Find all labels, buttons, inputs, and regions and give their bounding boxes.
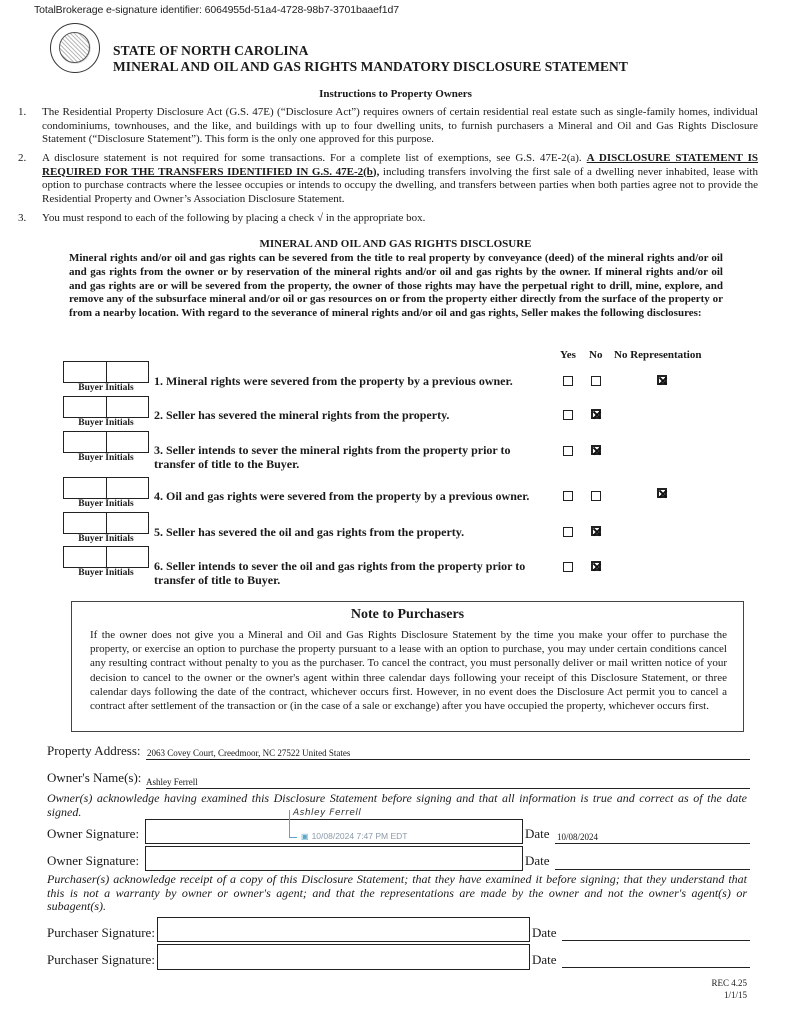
instruction-text: The Residential Property Disclosure Act (G.S. 47E) (“Disclosure Act”) requires owners of certain residential real estate such as single-family homes, individual condominiums, townhouses, and the like, and buildings with up to four dwelling units, to furnish purchasers a Mineral and Oil and Gas Rights Disclosure Statement (“Disclosure Statement”). This form is the only one approved for this purpose.	[42, 106, 758, 145]
checkbox-yes[interactable]	[563, 446, 573, 456]
initials-cell[interactable]	[106, 478, 149, 498]
initials-cell[interactable]	[106, 432, 149, 452]
required-transfers-emphasis: A DISCLOSURE STATEMENT IS REQUIRED FOR THE TRANSFERS IDENTIFIED IN G.S. 47E-2(b),	[42, 152, 758, 178]
document-title-state: STATE OF NORTH CAROLINA	[113, 43, 309, 58]
initials-cell[interactable]	[64, 397, 106, 417]
owner-acknowledgment: Owner(s) acknowledge having examined this Disclosure Statement before signing and that all information is true and correct as of the date signed.	[47, 791, 747, 819]
checkbox-no-checked[interactable]	[591, 445, 601, 455]
property-address-value[interactable]: 2063 Covey Court, Creedmoor, NC 27522 United States	[147, 748, 351, 758]
owner-signature-label: Owner Signature:	[47, 853, 140, 868]
owner-date-label: Date	[525, 853, 550, 868]
checkbox-no[interactable]	[591, 491, 601, 501]
checkbox-yes[interactable]	[563, 410, 573, 420]
column-no-representation: No Representation	[614, 349, 702, 361]
buyer-initials-field[interactable]	[63, 361, 149, 383]
question-text: 3. Seller intends to sever the mineral rights from the property prior to transfer of title to the Buyer.	[154, 443, 511, 471]
form-code: REC 4.25	[711, 978, 747, 988]
buyer-initials-label: Buyer Initials	[78, 418, 134, 428]
owner-date-value[interactable]: 10/08/2024	[557, 832, 599, 842]
instruction-number: 2.	[18, 152, 27, 164]
initials-cell[interactable]	[64, 362, 106, 382]
purchaser-acknowledgment: Purchaser(s) acknowledge receipt of a copy of this Disclosure Statement; that they have examined it before signing; that they understand that this is not a warranty by owner or owner's agent; and that the representations are made by the owner and not the owner's agent(s) or subagent(s).	[47, 872, 747, 913]
instruction-text-part: A disclosure statement is not required for some transactions. For a complete list of exemptions, see G.S. 47E-2(a).	[42, 152, 587, 164]
buyer-initials-label: Buyer Initials	[78, 499, 134, 509]
instruction-text: You must respond to each of the following by placing a check √ in the appropriate box.	[42, 212, 426, 224]
instruction-item-1	[18, 106, 758, 147]
owner-name-line	[146, 788, 750, 789]
property-address-line	[146, 759, 750, 760]
owner-date-label: Date	[525, 826, 550, 841]
checkbox-no-representation-checked[interactable]	[657, 488, 667, 498]
note-body: If the owner does not give you a Mineral and Oil and Gas Rights Disclosure Statement by the time you make your offer to purchase the property, or exercise an option to purchase the property pursuant to a lease with an option to purchase, you may under certain conditions cancel any resulting contract without penalty to you as the purchaser. To cancel the contract, you must personally deliver or mail written notice of your decision to cancel to the owner or the owner's agent within three calendar days following your receipt of this Disclosure Statement, or three calendar days following the date of the contract, whichever occurs first. However, in no event does the Disclosure Act permit you to cancel a contract after settlement of the transaction or (in the case of a sale or exchange) after you have occupied the property, whichever occurs first.	[90, 629, 727, 713]
owner-name-label: Owner's Name(s):	[47, 770, 142, 785]
owner-signature-field-2[interactable]	[145, 846, 523, 871]
initials-cell[interactable]	[64, 478, 106, 498]
instruction-number: 1.	[18, 106, 27, 118]
checkbox-yes[interactable]	[563, 562, 573, 572]
buyer-initials-field[interactable]	[63, 396, 149, 418]
initials-cell[interactable]	[106, 362, 149, 382]
purchaser-signature-label: Purchaser Signature:	[47, 952, 155, 967]
checkbox-no-checked[interactable]	[591, 409, 601, 419]
buyer-initials-field[interactable]	[63, 546, 149, 568]
checkbox-no-checked[interactable]	[591, 526, 601, 536]
instruction-number: 3.	[18, 212, 27, 224]
buyer-initials-field[interactable]	[63, 477, 149, 499]
purchaser-date-line[interactable]	[562, 967, 750, 968]
instruction-item-3	[18, 212, 758, 226]
instruction-item-2	[18, 152, 758, 206]
owner-name-value[interactable]: Ashley Ferrell	[146, 777, 198, 787]
owner-date-line[interactable]	[555, 869, 750, 870]
signature-lock-icon: ▣	[301, 832, 309, 841]
checkbox-yes[interactable]	[563, 527, 573, 537]
checkbox-no[interactable]	[591, 376, 601, 386]
question-text: 6. Seller intends to sever the oil and gas rights from the property prior to transfer of title to Buyer.	[154, 559, 526, 587]
esignature-identifier: TotalBrokerage e-signature identifier: 6064955d-51a4-4728-98b7-3701baaef1d7	[34, 4, 399, 16]
document-title: MINERAL AND OIL AND GAS RIGHTS MANDATORY DISCLOSURE STATEMENT	[113, 59, 628, 74]
buyer-initials-field[interactable]	[63, 512, 149, 534]
note-to-purchasers-box	[71, 601, 744, 732]
owner-signature-image: Ashley Ferrell	[293, 808, 362, 818]
checkbox-no-representation-checked[interactable]	[657, 375, 667, 385]
question-text: 1. Mineral rights were severed from the property by a previous owner.	[154, 374, 513, 388]
checkbox-yes[interactable]	[563, 491, 573, 501]
instruction-text-part: including transfers involving the first sale of a dwelling never inhabited, lease with option to purchase contracts where the lessee occupies or intends to occupy the dwelling, and transfers between parties when both parties agree not to provide the Residential Property and Owner’s Association Disclosure Statement.	[42, 165, 758, 205]
question-text: 2. Seller has severed the mineral rights from the property.	[154, 408, 450, 422]
checkbox-no-checked[interactable]	[591, 561, 601, 571]
initials-cell[interactable]	[106, 547, 149, 567]
purchaser-date-line[interactable]	[562, 940, 750, 941]
disclosure-heading: MINERAL AND OIL AND GAS RIGHTS DISCLOSURE	[259, 238, 532, 250]
note-title: Note to Purchasers	[350, 607, 465, 622]
disclosure-paragraph: Mineral rights and/or oil and gas rights can be severed from the title to real property by conveyance (deed) of the mineral rights and/or oil and gas rights from the owner or by reservation of the mineral rights and/or oil and gas rights by the owner. If mineral rights and/or oil and gas rights are or will be severed from the property, the owner of those rights may have the perpetual right to drill, mine, explore, and remove any of the subsurface mineral and/or oil or gas resources on or from the property either directly from the surface of the property or from a nearby location. With regard to the severance of mineral rights and/or oil and gas rights, Seller makes the following disclosures:	[69, 252, 723, 320]
purchaser-signature-label: Purchaser Signature:	[47, 925, 155, 940]
signature-timestamp	[301, 831, 407, 841]
purchaser-date-label: Date	[532, 925, 557, 940]
owner-date-line	[555, 843, 750, 844]
signature-timestamp-text: 10/08/2024 7:47 PM EDT	[311, 831, 408, 841]
buyer-initials-label: Buyer Initials	[78, 453, 134, 463]
initials-cell[interactable]	[64, 513, 106, 533]
checkbox-yes[interactable]	[563, 376, 573, 386]
form-revision-date: 1/1/15	[723, 990, 747, 1000]
owner-signature-label: Owner Signature:	[47, 826, 140, 841]
question-text: 5. Seller has severed the oil and gas rights from the property.	[154, 525, 465, 539]
purchaser-date-label: Date	[532, 952, 557, 967]
nc-seal-icon	[50, 23, 100, 73]
column-yes: Yes	[560, 349, 576, 361]
initials-cell[interactable]	[106, 397, 149, 417]
property-address-label: Property Address:	[47, 743, 141, 758]
buyer-initials-label: Buyer Initials	[78, 534, 134, 544]
initials-cell[interactable]	[106, 513, 149, 533]
instruction-text	[42, 152, 758, 206]
buyer-initials-label: Buyer Initials	[78, 383, 134, 393]
purchaser-signature-field-1[interactable]	[157, 917, 530, 942]
column-no: No	[589, 349, 603, 361]
purchaser-signature-field-2[interactable]	[157, 944, 530, 970]
buyer-initials-field[interactable]	[63, 431, 149, 453]
buyer-initials-label: Buyer Initials	[78, 568, 134, 578]
initials-cell[interactable]	[64, 432, 106, 452]
question-text: 4. Oil and gas rights were severed from the property by a previous owner.	[154, 489, 530, 503]
instructions-heading: Instructions to Property Owners	[319, 88, 472, 100]
initials-cell[interactable]	[64, 547, 106, 567]
